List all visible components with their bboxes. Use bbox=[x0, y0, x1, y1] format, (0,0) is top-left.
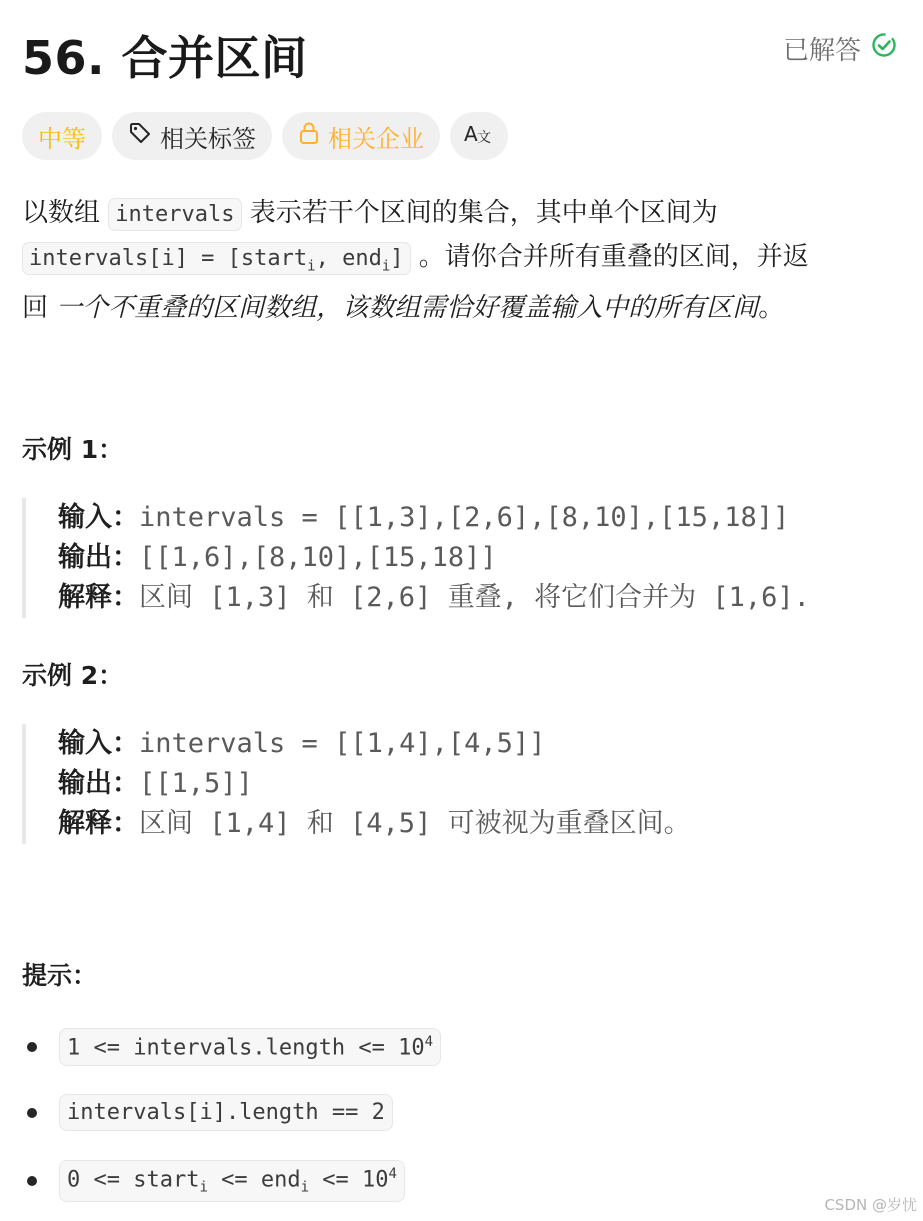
problem-title: 56. 合并区间 bbox=[22, 31, 308, 85]
desc-text: 表示若干个区间的集合，其中单个区间为 bbox=[249, 198, 718, 228]
translate-button[interactable] bbox=[450, 112, 508, 160]
desc-text: 。 bbox=[758, 293, 785, 324]
subscript: i bbox=[307, 258, 316, 275]
example-input-line bbox=[58, 724, 691, 764]
example-heading: 示例 2： bbox=[22, 661, 124, 690]
output-value: [[1,6],[8,10],[15,18]] bbox=[139, 542, 497, 573]
desc-text: 。请你合并所有重叠的区间，并返 bbox=[418, 242, 809, 272]
superscript: 4 bbox=[424, 1034, 434, 1050]
example-input-line bbox=[58, 498, 810, 538]
watermark: CSDN @岁忧 bbox=[824, 1196, 917, 1214]
check-circle-icon bbox=[871, 32, 897, 65]
example-output-line bbox=[58, 538, 810, 578]
related-topics-label: 相关标签 bbox=[160, 124, 256, 153]
bullet-dot bbox=[27, 1042, 37, 1052]
list-item bbox=[22, 1094, 393, 1131]
constraint-code bbox=[59, 1028, 441, 1066]
explain-label: 解释： bbox=[58, 808, 139, 839]
desc-text: 回 bbox=[22, 293, 49, 324]
related-topics-button[interactable] bbox=[112, 112, 272, 160]
problem-description bbox=[22, 192, 892, 329]
input-label: 输入： bbox=[58, 502, 139, 533]
constraint-code: intervals[i].length == 2 bbox=[59, 1094, 393, 1131]
svg-text:文: 文 bbox=[477, 130, 491, 145]
example-block bbox=[22, 498, 810, 618]
tag-row bbox=[22, 112, 508, 160]
related-companies-label: 相关企业 bbox=[328, 124, 424, 153]
svg-text:A: A bbox=[464, 122, 478, 145]
output-value: [[1,5]] bbox=[139, 768, 253, 799]
explain-label: 解释： bbox=[58, 582, 139, 613]
example-output-line bbox=[58, 764, 691, 804]
subscript: i bbox=[199, 1179, 208, 1196]
subscript: i bbox=[300, 1179, 310, 1196]
tag-icon bbox=[128, 121, 152, 151]
code-text: intervals[i] = [start bbox=[29, 246, 308, 271]
subscript: i bbox=[381, 258, 391, 275]
example-explain-line bbox=[58, 804, 691, 844]
input-value: intervals = [[1,3],[2,6],[8,10],[15,18]] bbox=[139, 502, 790, 533]
code-text: 1 <= intervals.length <= 10 bbox=[67, 1035, 425, 1061]
code-text: <= 10 bbox=[309, 1167, 389, 1193]
related-companies-button[interactable] bbox=[282, 112, 440, 160]
bullet-dot bbox=[27, 1176, 37, 1186]
input-value: intervals = [[1,4],[4,5]] bbox=[139, 728, 546, 759]
code-text: , end bbox=[315, 246, 382, 271]
list-item bbox=[22, 1160, 405, 1202]
example-heading: 示例 1： bbox=[22, 435, 124, 464]
inline-code: intervals bbox=[108, 198, 241, 231]
code-text: 0 <= start bbox=[67, 1167, 200, 1193]
constraints-heading: 提示： bbox=[22, 961, 98, 990]
superscript: 4 bbox=[388, 1166, 397, 1182]
code-text: ] bbox=[390, 246, 404, 271]
explain-value: 区间 [1,4] 和 [4,5] 可被视为重叠区间。 bbox=[139, 808, 691, 839]
translate-icon bbox=[464, 121, 494, 151]
desc-emphasis: 一个不重叠的区间数组，该数组需恰好覆盖输入中的所有区间 bbox=[56, 293, 759, 324]
difficulty-label: 中等 bbox=[38, 124, 86, 153]
code-text: <= end bbox=[207, 1167, 301, 1193]
desc-text: 以数组 bbox=[22, 198, 101, 228]
constraint-code bbox=[59, 1160, 405, 1202]
output-label: 输出： bbox=[58, 542, 139, 573]
example-explain-line bbox=[58, 578, 810, 618]
lock-icon bbox=[298, 121, 320, 151]
inline-code bbox=[22, 242, 411, 275]
example-block bbox=[22, 724, 691, 844]
solved-status bbox=[783, 30, 897, 67]
difficulty-badge bbox=[22, 112, 102, 160]
bullet-dot bbox=[27, 1108, 37, 1118]
input-label: 输入： bbox=[58, 728, 139, 759]
solved-label: 已解答 bbox=[782, 36, 861, 66]
explain-value: 区间 [1,3] 和 [2,6] 重叠, 将它们合并为 [1,6]. bbox=[139, 582, 810, 613]
list-item bbox=[22, 1028, 441, 1066]
output-label: 输出： bbox=[58, 768, 139, 799]
